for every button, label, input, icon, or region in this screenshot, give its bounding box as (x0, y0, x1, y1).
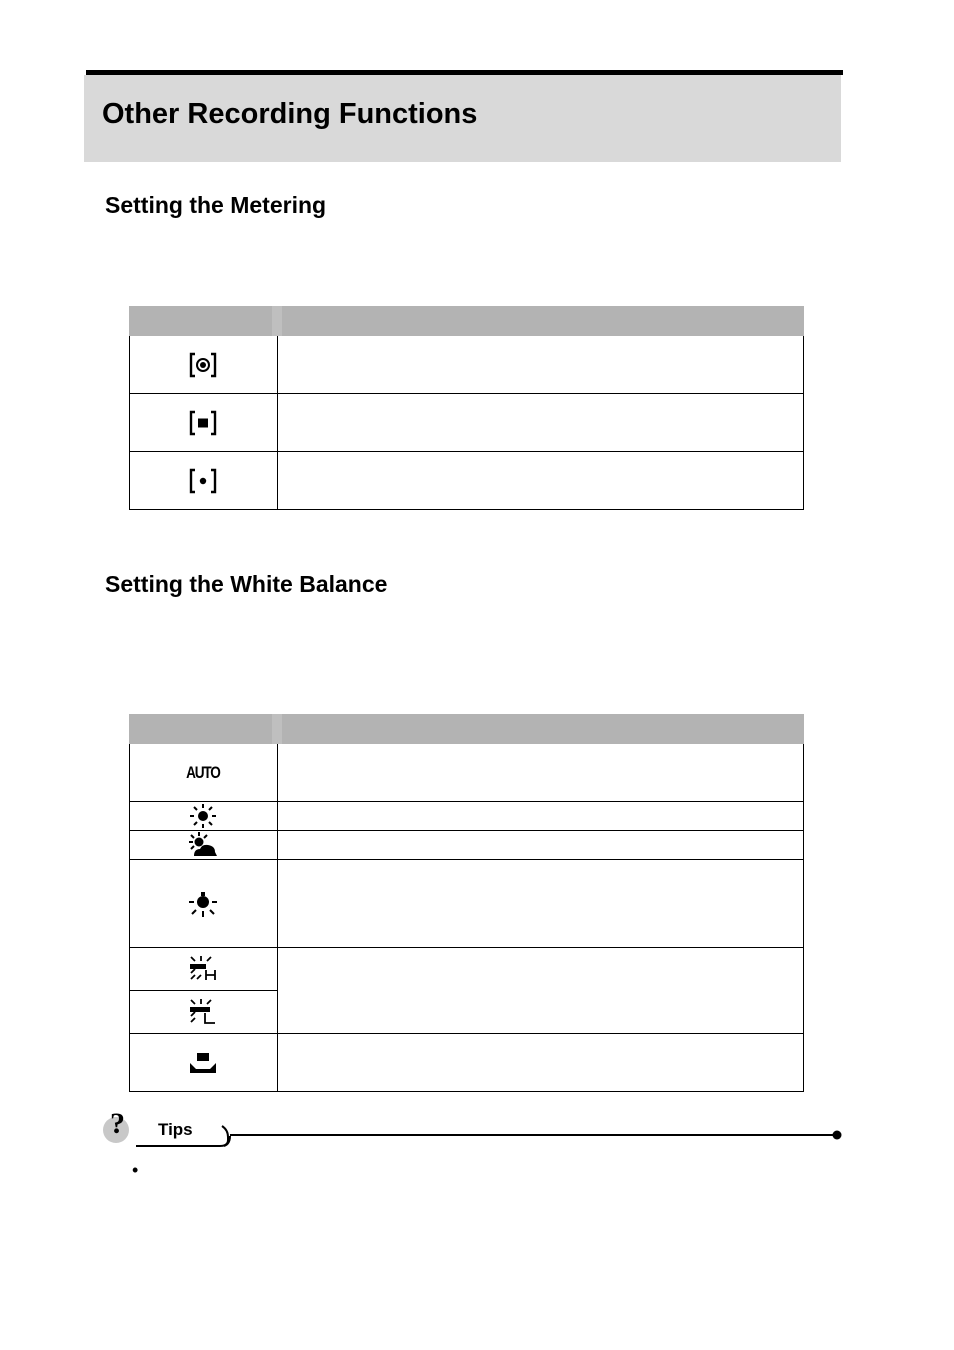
tips-label: Tips (158, 1120, 193, 1139)
fluorescent-l-icon (188, 998, 218, 1026)
metering-table (129, 306, 804, 510)
wb-description (277, 831, 804, 860)
table-row (130, 802, 804, 831)
auto-wb-icon: AUTO (186, 762, 220, 782)
table-row (130, 394, 804, 452)
svg-text:?: ? (110, 1107, 125, 1140)
metering-description (277, 336, 804, 394)
table-row (130, 452, 804, 510)
header-cell-icon (130, 715, 278, 744)
table-row (130, 336, 804, 394)
multi-metering-icon (188, 352, 218, 378)
tips-banner (100, 1104, 860, 1164)
center-weighted-metering-icon (188, 410, 218, 436)
tungsten-icon (188, 890, 218, 918)
cloudy-icon (188, 832, 218, 858)
table-row (130, 948, 804, 991)
white-balance-heading: Setting the White Balance (105, 571, 388, 597)
tips-rule (100, 1104, 860, 1164)
custom-wb-icon (188, 1051, 218, 1075)
metering-description (277, 452, 804, 510)
wb-description (277, 1034, 804, 1092)
metering-heading: Setting the Metering (105, 192, 327, 218)
daylight-icon (189, 804, 217, 828)
fluorescent-h-icon (188, 955, 218, 983)
wb-description (277, 860, 804, 948)
table-row (130, 860, 804, 948)
table-row (130, 744, 804, 802)
table-row (130, 831, 804, 860)
table-row (130, 1034, 804, 1092)
header-cell-description (277, 715, 804, 744)
wb-description (277, 802, 804, 831)
white-balance-table (129, 714, 804, 1092)
header-cell-icon (130, 307, 278, 336)
table-header-row (130, 715, 804, 744)
tips-bullet: • (132, 1160, 139, 1180)
wb-description (277, 948, 804, 1034)
table-header-row (130, 307, 804, 336)
spot-metering-icon (188, 468, 218, 494)
metering-description (277, 394, 804, 452)
wb-description (277, 744, 804, 802)
header-cell-description (277, 307, 804, 336)
page-title: Other Recording Functions (102, 98, 478, 130)
